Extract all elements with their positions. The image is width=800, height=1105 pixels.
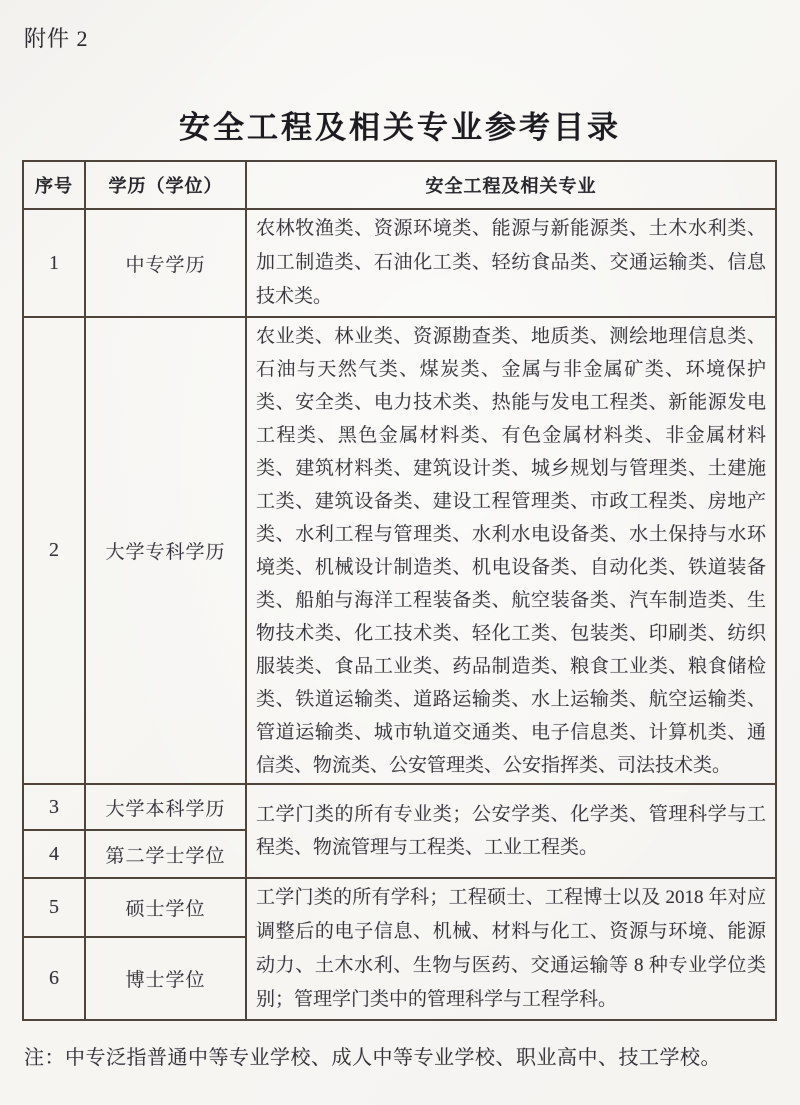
row-number-cell: 4 xyxy=(23,830,85,878)
row-number-cell: 5 xyxy=(23,878,85,937)
attachment-label: 附件 2 xyxy=(24,26,89,51)
page-title: 安全工程及相关专业参考目录 xyxy=(179,110,621,145)
row-number-cell: 6 xyxy=(23,937,85,1020)
column-header-number: 序号 xyxy=(23,161,85,209)
table-row xyxy=(23,784,776,830)
degree-cell: 博士学位 xyxy=(85,937,246,1020)
footnote: 注：中专泛指普通中等专业学校、成人中等专业学校、职业高中、技工学校。 xyxy=(24,1047,721,1069)
majors-reference-table xyxy=(22,160,777,1021)
degree-cell: 中专学历 xyxy=(85,209,246,317)
majors-cell-merged: 工学门类的所有学科；工程硕士、工程博士以及 2018 年对应调整后的电子信息、机械、材料与化工、资源与环境、能源动力、土木水利、生物与医药、交通运输等 8 种专业学位类别；管理学门类中的管理科学与工程学科。 xyxy=(246,878,776,1020)
degree-cell: 大学专科学历 xyxy=(85,317,246,784)
degree-cell: 第二学士学位 xyxy=(85,830,246,878)
table-row xyxy=(23,317,776,784)
degree-cell: 大学本科学历 xyxy=(85,784,246,830)
column-header-majors: 安全工程及相关专业 xyxy=(246,161,776,209)
majors-cell: 农林牧渔类、资源环境类、能源与新能源类、土木水利类、加工制造类、石油化工类、轻纺食品类、交通运输类、信息技术类。 xyxy=(246,209,776,317)
majors-cell-merged: 工学门类的所有专业类；公安学类、化学类、管理科学与工程类、物流管理与工程类、工业工程类。 xyxy=(246,784,776,878)
column-header-degree: 学历（学位） xyxy=(85,161,246,209)
row-number-cell: 3 xyxy=(23,784,85,830)
majors-cell: 农业类、林业类、资源勘查类、地质类、测绘地理信息类、石油与天然气类、煤炭类、金属与非金属矿类、环境保护类、安全类、电力技术类、热能与发电工程类、新能源发电工程类、黑色金属材料类、有色金属材料类、非金属材料类、建筑材料类、建筑设计类、城乡规划与管理类、土建施工类、建筑设备类、建设工程管理类、市政工程类、房地产类、水利工程与管理类、水利水电设备类、水土保持与水环境类、机械设计制造类、机电设备类、自动化类、铁道装备类、船舶与海洋工程装备类、航空装备类、汽车制造类、生物技术类、化工技术类、轻化工类、包装类、印刷类、纺织服装类、食品工业类、药品制造类、粮食工业类、粮食储检类、铁道运输类、道路运输类、水上运输类、航空运输类、管道运输类、城市轨道交通类、电子信息类、计算机类、通信类、物流类、公安管理类、公安指挥类、司法技术类。 xyxy=(246,317,776,784)
table-row xyxy=(23,878,776,937)
degree-cell: 硕士学位 xyxy=(85,878,246,937)
table-row xyxy=(23,209,776,317)
row-number-cell: 1 xyxy=(23,209,85,317)
table-header-row xyxy=(23,161,776,209)
row-number-cell: 2 xyxy=(23,317,85,784)
